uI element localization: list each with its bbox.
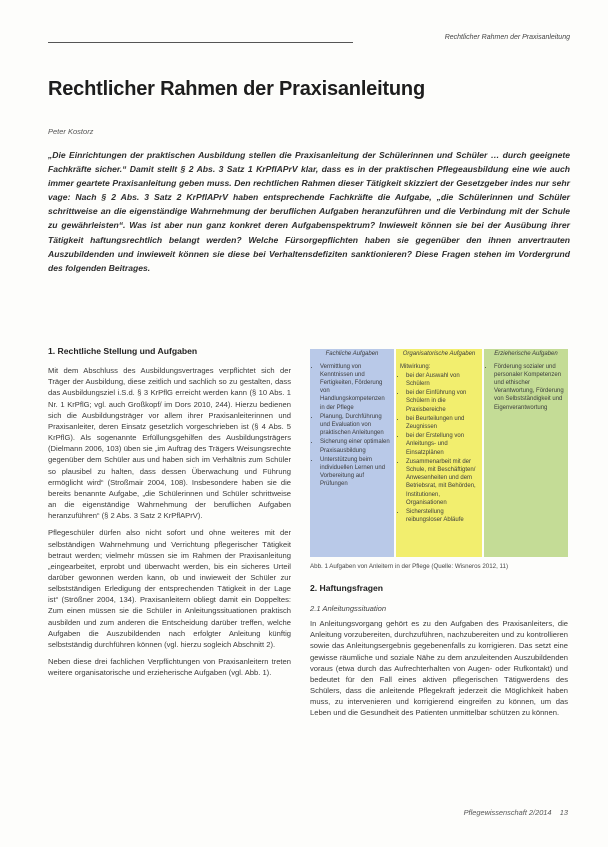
figure-item: • bei der Erstellung von Anleitungs- und Einsatzplänen	[406, 432, 478, 457]
article-author: Peter Kostorz	[48, 127, 94, 136]
figure-item: • Sicherung einer optimalen Praxisausbildung	[320, 438, 390, 454]
figure-column-heading: Fachliche Aufgaben	[325, 351, 379, 357]
figure-item: • bei der Einführung von Schülern in die Praxisbereiche	[406, 389, 478, 414]
figure-item: • Unterstützung beim individuellen Lernen und Vorbereitung auf Prüfungen	[320, 456, 390, 489]
figure-item: • Sicherstellung reibungsloser Abläufe	[406, 508, 478, 524]
left-column	[48, 346, 291, 684]
section-2-1-heading: 2.1 Anleitungssituation	[310, 604, 387, 613]
running-title: Rechtlicher Rahmen der Praxisanleitung	[444, 34, 570, 41]
figure-item: • Zusammenarbeit mit der Schule, mit Beschäftigten/ Anwesenheiten und dem Betriebsrat, mit Behörden, Institutionen, Organisationen	[406, 458, 478, 507]
paragraph: Mit dem Abschluss des Ausbildungsvertrages verpflichtet sich der Träger der Ausbildung, diese zeitlich und sachlich so zu gestalten, dass das Ausbildungsziel i.S.d. § 3 KrPflG erreicht werden kann (§ 10 Abs. 1 Nr. 1 KrPflG; vgl. auch Großkopf/ im Dors 2010, 244). Hierzu bedienen sich die Ausbildungsträger vor allem ihrer Praxisanleiterinnen und Praxisanleiter, deren Einsatz gesetzlich vorgeschrieben ist (§ 4 Abs. 5 KrPflG). Als sogenannte Erfüllungsgehilfen des Ausbildungsträgers (Dielmann 2006, 103) üben sie „im Auftrag des Trägers Weisungsrechte gegenüber dem Schüler aus und haben sich im Verhältnis zum Schüler so plausibel zu halten, dass dessen Überwachung und Führung ermöglicht wird“ (Stroßmair 2004, 108). Insbesondere haben sie die bereits benannte Aufgabe, „die Schülerinnen und Schüler schrittweise an die eigenständige Wahrnehmung der beruflichen Aufgaben heranzuführen“ (§ 2 Abs. 3 Satz 2 KrPflAPrV).	[48, 366, 291, 521]
paragraph: Neben diese drei fachlichen Verpflichtungen von Praxisanleitern treten weitere organisatorische und erzieherische Aufgaben (vgl. Abb. 1).	[48, 657, 291, 678]
figure-item: • bei Beurteilungen und Zeugnissen	[406, 415, 478, 431]
figure-item: Mitwirkung:	[400, 363, 431, 370]
header-rule	[48, 42, 353, 43]
section-2-heading: 2. Haftungsfragen	[310, 583, 384, 593]
figure-item: • Vermittlung von Kenntnissen und Fertigkeiten, Förderung von Handlungskompetenzen in der Pflege	[320, 363, 390, 412]
figure-column-heading: Erzieherische Aufgaben	[494, 351, 558, 357]
section-1-heading: 1. Rechtliche Stellung und Aufgaben	[48, 346, 198, 356]
figure-1	[310, 349, 568, 557]
article-abstract: „Die Einrichtungen der praktischen Ausbildung stellen die Praxisanleitung der Schülerinnen und Schüler … durch geeignete Fachkräfte sicher.“ Damit stellt § 2 Abs. 3 Satz 1 KrPflAPrV klar, dass es in der praktischen Pflegeausbildung eine wie auch immer geartete Praxisanleitung geben muss. Den rechtlichen Rahmen dieser Tätigkeit skizziert der Gesetzgeber indes nur sehr vage: Nach § 2 Abs. 3 Satz 2 KrPflAPrV haben entsprechende Fachkräfte die Aufgabe, „die Schülerinnen und Schüler schrittweise an die eigenständige Wahrnehmung der beruflichen Aufgaben heranzuführen und die Verbindung mit der Schule zu gewährleisten“. Was ist aber nun ganz konkret deren Aufgabenspektrum? Inwieweit können sie bei der Ausübung ihrer Tätigkeit haftungsrechtlich belangt werden? Welche Fürsorgepflichten haben sie gegenüber den ihnen anvertrauten Auszubildenden und inwieweit können sie diese bei Verhaltensdefiziten sanktionieren? Diese Fragen stehen im Vordergrund des folgenden Beitrages.	[48, 150, 570, 273]
page-footer	[464, 808, 568, 817]
figure-item: • Planung, Durchführung und Evaluation von praktischen Anleitungen	[320, 413, 390, 438]
figure-item: • Förderung sozialer und personaler Kompetenzen und ethischer Verantwortung, Förderung von Selbstständigkeit und Eigenverantwortung	[494, 363, 564, 412]
figure-column-heading: Organisatorische Aufgaben	[402, 351, 476, 357]
article-title: Rechtlicher Rahmen der Praxisanleitung	[48, 78, 425, 100]
figure-column-organisational	[396, 349, 482, 557]
paragraph: Pflegeschüler dürfen also nicht sofort und ohne weiteres mit der selbständigen Wahrnehmung und Verrichtung pflegerischer Tätigkeit betraut werden; vielmehr müssen sie im Rahmen der Praxisanleitung „eingearbeitet, erprobt und überwacht werden, bis ein sicheres Urteil darüber gewonnen werden kann, ob und inwieweit der Schüler zur selbstständigen Erledigung der entsprechenden Tätigkeit in der Lage ist“ (Strößner 2004, 134). Praxisanleitern obliegt damit ein Doppeltes: Zum einen müssen sie die Schüler in Anleitungssituationen praktisch ausbilden und zum anderen die Entscheidung darüber treffen, welche Aufgaben die Auszubildenden nach erfolgter Anleitung künftig selbstständig durchführen können (vgl. hierzu sogleich Abschnitt 2).	[48, 528, 291, 649]
figure-caption: Abb. 1 Aufgaben von Anleitern in der Pflege (Quelle: Wisneros 2012, 11)	[310, 563, 509, 570]
paragraph: In Anleitungsvorgang gehört es zu den Aufgaben des Praxisanleiters, die Anleitung vorzubereiten, durchzuführen, nachzubereiten und zu kontrollieren sowie das Anleitungsergebnis gegebenenfalls zu korrigieren. Das setzt eine gewisse räumliche und soziale Nähe zu dem anzuleitenden Auszubildenden voraus (etwa durch das Aufrechterhalten von Augen- oder Rufkontakt) und bedeutet für den Fall eines aktiven pflegerischen Tätigwerdens des Schülers, dass die anleitende Pflegekraft jederzeit die Möglichkeit haben muss, zu intervenieren und korrigierend eingreifen zu können, um das Leben und die Gesundheit des Patienten unmittelbar schützen zu können.	[310, 619, 568, 718]
figure-column-technical	[310, 349, 394, 557]
page-number: 13	[559, 808, 568, 817]
figure-column-educational	[484, 349, 568, 557]
journal-name: Pflegewissenschaft 2/2014	[463, 808, 552, 817]
figure-item: • bei der Auswahl von Schülern	[406, 372, 478, 388]
